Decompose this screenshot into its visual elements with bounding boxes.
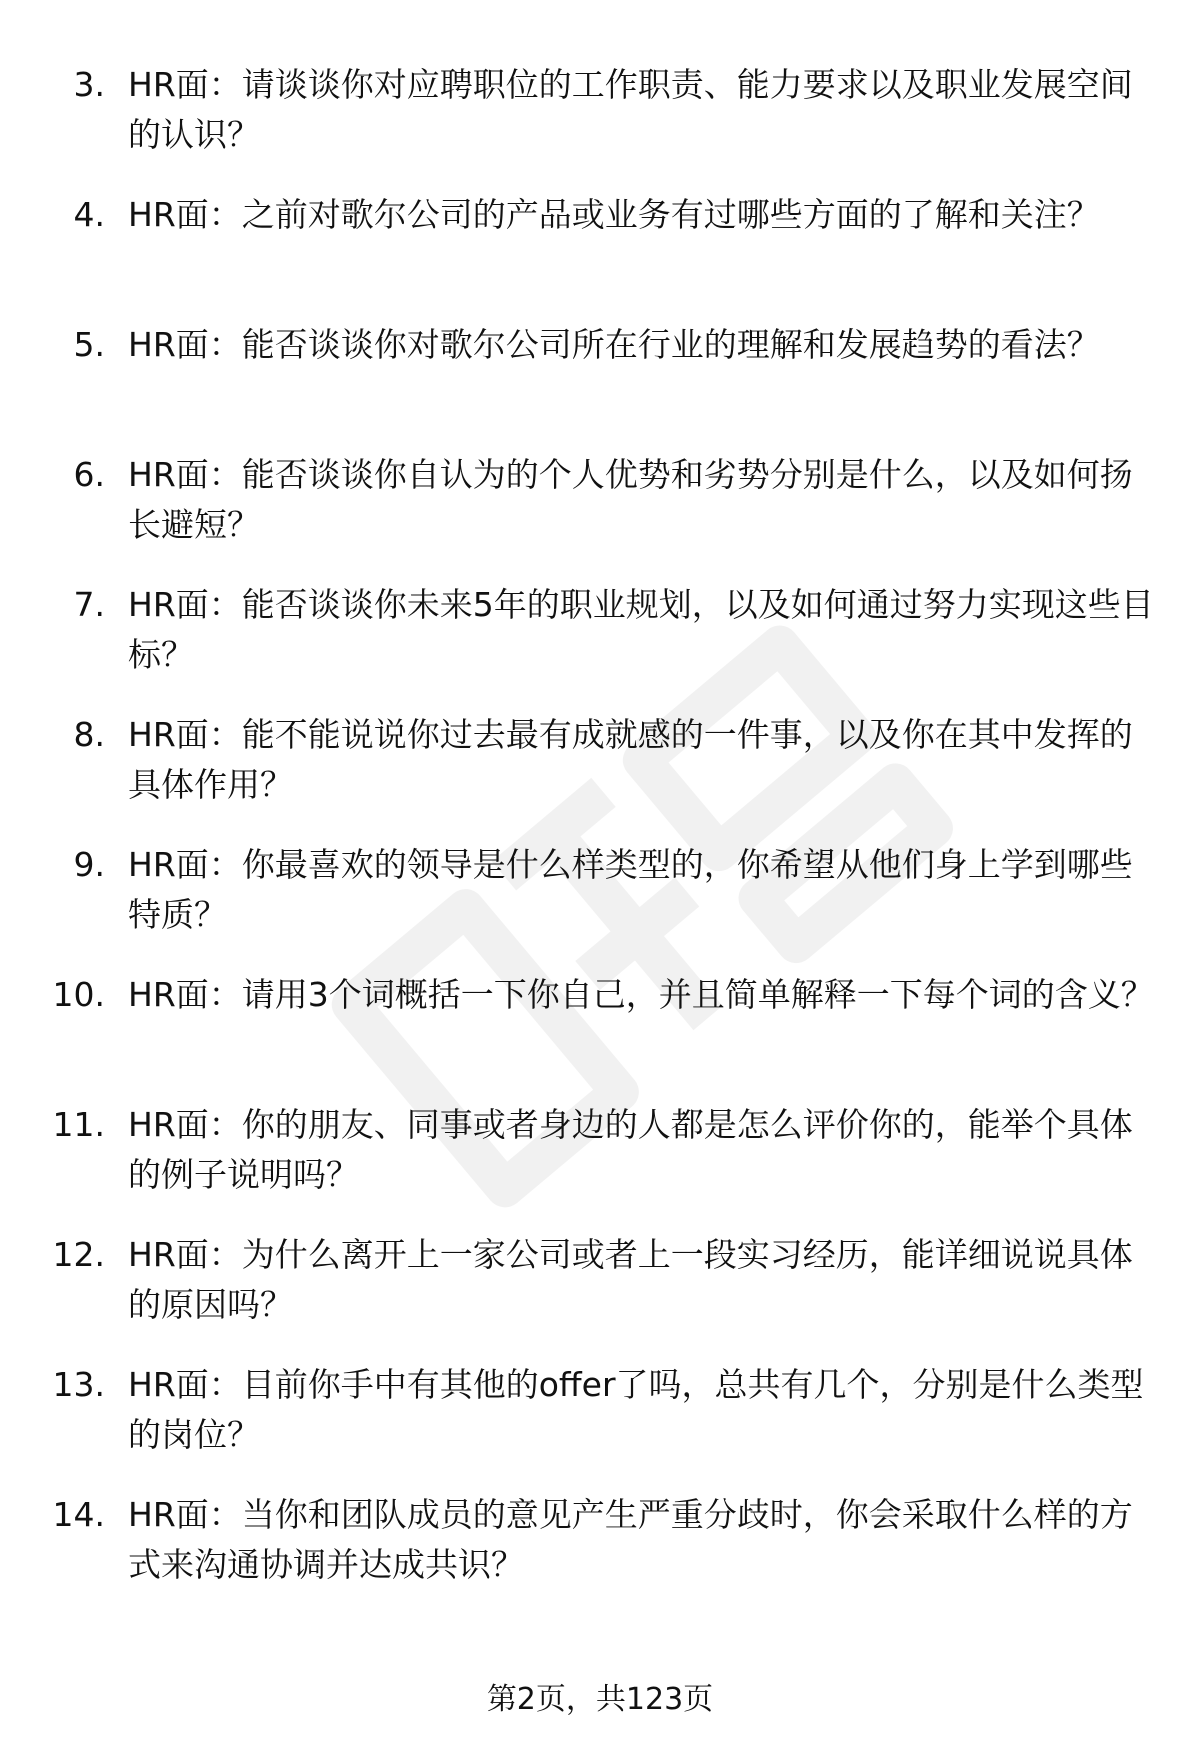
question-item: [0, 840, 1200, 970]
question-item: [0, 1230, 1200, 1360]
question-number: 8.: [73, 715, 105, 754]
question-text: HR面：请用3个词概括一下你自己，并且简单解释一下每个词的含义？: [128, 975, 1154, 1014]
question-text: HR面：能不能说说你过去最有成就感的一件事，以及你在其中发挥的具体作用？: [128, 715, 1133, 804]
question-number: 6.: [73, 455, 105, 494]
question-number: 3.: [73, 65, 105, 104]
question-text: HR面：能否谈谈你自认为的个人优势和劣势分别是什么，以及如何扬长避短？: [128, 455, 1133, 544]
question-item: [0, 710, 1200, 840]
question-text: HR面：请谈谈你对应聘职位的工作职责、能力要求以及职业发展空间的认识？: [128, 65, 1133, 154]
question-number: 7.: [73, 585, 105, 624]
question-item: [0, 970, 1200, 1100]
question-item: [0, 450, 1200, 580]
question-text: HR面：目前你手中有其他的offer了吗，总共有几个，分别是什么类型的岗位？: [128, 1365, 1144, 1454]
question-text: HR面：你的朋友、同事或者身边的人都是怎么评价你的，能举个具体的例子说明吗？: [128, 1105, 1133, 1194]
question-text: HR面：能否谈谈你未来5年的职业规划，以及如何通过努力实现这些目标？: [128, 585, 1154, 674]
question-number: 10.: [52, 975, 105, 1014]
question-item: [0, 320, 1200, 450]
question-text: HR面：能否谈谈你对歌尔公司所在行业的理解和发展趋势的看法？: [128, 325, 1100, 364]
question-item: [0, 1100, 1200, 1230]
question-number: 9.: [73, 845, 105, 884]
question-item: [0, 190, 1200, 320]
page-number-footer: 第2页，共123页: [486, 1682, 714, 1717]
question-item: [0, 60, 1200, 190]
question-text: HR面：你最喜欢的领导是什么样类型的，你希望从他们身上学到哪些特质？: [128, 845, 1133, 934]
question-item: [0, 1360, 1200, 1490]
question-text: HR面：之前对歌尔公司的产品或业务有过哪些方面的了解和关注？: [128, 195, 1100, 234]
question-number: 5.: [73, 325, 105, 364]
question-number: 12.: [52, 1235, 105, 1274]
question-number: 11.: [52, 1105, 105, 1144]
question-item: [0, 580, 1200, 710]
question-number: 13.: [52, 1365, 105, 1404]
question-text: HR面：当你和团队成员的意见产生严重分歧时，你会采取什么样的方式来沟通协调并达成共识？: [128, 1495, 1133, 1584]
question-list: [0, 60, 1200, 1620]
question-number: 14.: [52, 1495, 105, 1534]
question-number: 4.: [73, 195, 105, 234]
question-text: HR面：为什么离开上一家公司或者上一段实习经历，能详细说说具体的原因吗？: [128, 1235, 1133, 1324]
question-item: [0, 1490, 1200, 1620]
